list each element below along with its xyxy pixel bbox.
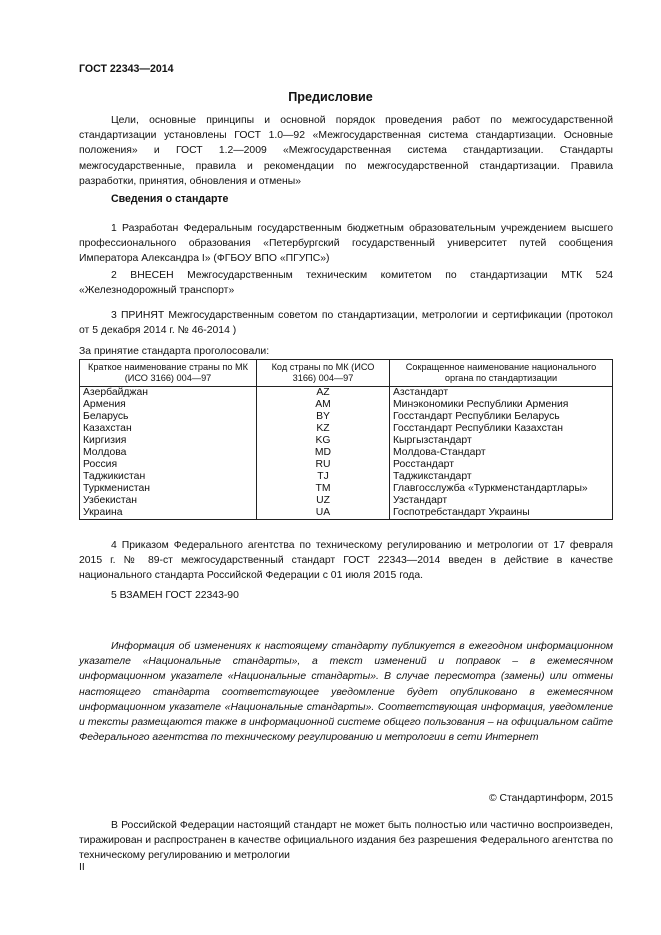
agency-name: Госпотребстандарт Украины: [390, 507, 613, 520]
agency-name: Молдова-Стандарт: [390, 447, 613, 459]
section-subtitle: Сведения о стандарте: [111, 193, 229, 205]
table-row: [80, 471, 613, 483]
page-title: Предисловие: [288, 90, 373, 104]
table-row: [80, 399, 613, 411]
country-code: UZ: [257, 495, 390, 507]
column-header-code: Код страны по МК (ИСО 3166) 004—97: [257, 360, 390, 387]
item-2-paragraph: 2 ВНЕСЕН Межгосударственным техническим комитетом по стандартизации МТК 524 «Железнодорожный транспорт»: [79, 270, 613, 297]
agency-name: Минэкономики Республики Армения: [390, 399, 613, 411]
item-3-paragraph: 3 ПРИНЯТ Межгосударственным советом по стандартизации, метрологии и сертификации (протокол от 5 декабря 2014 г. № 46-2014 ): [79, 310, 613, 337]
country-name: Туркменистан: [80, 483, 257, 495]
country-code: TJ: [257, 471, 390, 483]
country-name: Россия: [80, 459, 257, 471]
agency-name: Азстандарт: [390, 387, 613, 400]
country-name: Молдова: [80, 447, 257, 459]
vote-caption: За принятие стандарта проголосовали:: [79, 346, 270, 357]
table-row: [80, 495, 613, 507]
country-code: MD: [257, 447, 390, 459]
country-code: TM: [257, 483, 390, 495]
table-header-row: [80, 360, 613, 387]
agency-name: Узстандарт: [390, 495, 613, 507]
country-name: Армения: [80, 399, 257, 411]
country-name: Таджикистан: [80, 471, 257, 483]
country-name: Беларусь: [80, 411, 257, 423]
table-row: [80, 507, 613, 520]
page-number: II: [79, 862, 85, 873]
table-row: [80, 459, 613, 471]
item-1-paragraph: 1 Разработан Федеральным государственным бюджетным образовательным учреждением высшего профессионального образования «Петербургский государственный университет путей сообщения Императора Александра I» (ФГБОУ ВПО «ПГУПС»): [79, 223, 613, 265]
country-name: Узбекистан: [80, 495, 257, 507]
country-code: RU: [257, 459, 390, 471]
copyright-line: © Стандартинформ, 2015: [488, 793, 613, 804]
agency-name: Таджикстандарт: [390, 471, 613, 483]
column-header-country: Краткое наименование страны по МК (ИСО 3166) 004—97: [80, 360, 257, 387]
table-row: [80, 483, 613, 495]
agency-name: Госстандарт Республики Казахстан: [390, 423, 613, 435]
country-code: KZ: [257, 423, 390, 435]
agency-name: Госстандарт Республики Беларусь: [390, 411, 613, 423]
table-row: [80, 435, 613, 447]
country-name: Киргизия: [80, 435, 257, 447]
table-row: [80, 411, 613, 423]
reproduction-rights-paragraph: В Российской Федерации настоящий стандарт не может быть полностью или частично воспроизведен, тиражирован и распространен в качестве официального издания без разрешения Федерального агентства по техническому регулированию и метрологии: [79, 820, 613, 862]
country-code: BY: [257, 411, 390, 423]
table-row: [80, 387, 613, 400]
country-code: KG: [257, 435, 390, 447]
country-code: AM: [257, 399, 390, 411]
voting-countries-table: [79, 359, 613, 520]
table-row: [80, 423, 613, 435]
item-5-paragraph: 5 ВЗАМЕН ГОСТ 22343-90: [111, 590, 239, 601]
table-row: [80, 447, 613, 459]
intro-paragraph: Цели, основные принципы и основной порядок проведения работ по межгосударственной стандартизации установлены ГОСТ 1.0—92 «Межгосударственная система стандартизации. Основные положения» и ГОСТ 1.2—2009 «Межгосударственная система стандартизации. Стандарты межгосударственные, правила и рекомендации по межгосударственной стандартизации. Правила разработки, принятия, обновления и отмены»: [79, 115, 613, 187]
change-information-note: Информация об изменениях к настоящему стандарту публикуется в ежегодном информационном указателе «Национальные стандарты», а текст изменений и поправок – в ежемесячном информационном указателе «Национальные стандарты». В случае пересмотра (замены) или отмены настоящего стандарта соответствующее уведомление будет опубликовано в ежемесячном информационном указателе «Национальные стандарты». Соответствующая информация, уведомление и тексты размещаются также в информационной системе общего пользования – на официальном сайте Федерального агентства по техническому регулированию и метрологии в сети Интернет: [79, 641, 613, 744]
country-code: AZ: [257, 387, 390, 400]
country-name: Казахстан: [80, 423, 257, 435]
agency-name: Главгосслужба «Туркменстандартлары»: [390, 483, 613, 495]
country-name: Украина: [80, 507, 257, 520]
country-code: UA: [257, 507, 390, 520]
country-name: Азербайджан: [80, 387, 257, 400]
column-header-agency: Сокращенное наименование национального органа по стандартизации: [390, 360, 613, 387]
agency-name: Росстандарт: [390, 459, 613, 471]
document-code: ГОСТ 22343—2014: [79, 63, 174, 75]
item-4-paragraph: 4 Приказом Федерального агентства по техническому регулированию и метрологии от 17 февраля 2015 г. № 89-ст межгосударственный стандарт ГОСТ 22343—2014 введен в действие в качестве национального стандарта Российской Федерации с 01 июля 2015 года.: [79, 540, 613, 582]
agency-name: Кыргызстандарт: [390, 435, 613, 447]
